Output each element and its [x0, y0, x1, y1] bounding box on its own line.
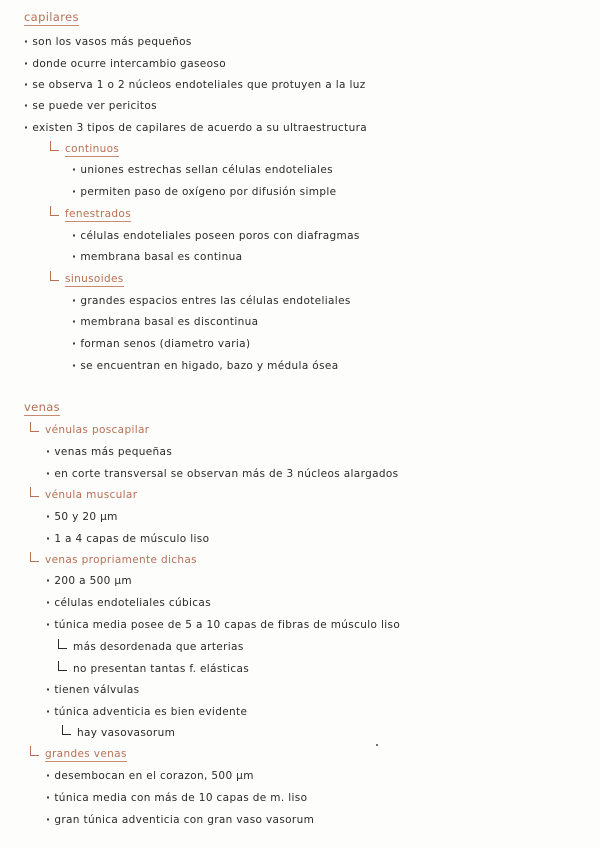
grandes-venas-subheading — [30, 746, 127, 761]
sinusoides-subheading — [50, 271, 124, 286]
branch-icon — [62, 725, 71, 735]
venulas-poscapilar-subheading — [30, 422, 149, 437]
venas-propiamente-dichas-point: · túnica media posee de 5 a 10 capas de fibras de músculo liso — [46, 618, 400, 632]
tunica-media-subpoint — [58, 639, 244, 654]
branch-icon — [30, 746, 39, 756]
branch-icon — [58, 639, 67, 649]
sinusoides-point: · se encuentran en higado, bazo y médula ósea — [72, 359, 338, 373]
sinusoides-point: · membrana basal es discontinua — [72, 315, 258, 329]
branch-icon — [30, 552, 39, 562]
venas-propiamente-dichas-label: venas propriamente dichas — [45, 554, 198, 566]
continuos-point: · uniones estrechas sellan células endoteliales — [72, 163, 333, 177]
venula-muscular-subheading — [30, 487, 137, 502]
subpoint-text: no presentan tantas f. elásticas — [73, 663, 250, 675]
stray-dot — [376, 744, 378, 746]
branch-icon — [50, 141, 59, 151]
venulas-poscapilar-point: · venas más pequeñas — [46, 445, 172, 459]
venas-propiamente-dichas-point: · células endoteliales cúbicas — [46, 596, 211, 610]
venas-propiamente-dichas-subheading — [30, 552, 197, 567]
tunica-media-subpoint — [58, 661, 249, 676]
venas-heading: venas — [24, 400, 60, 414]
subpoint-text: más desordenada que arterias — [73, 641, 244, 653]
capilares-point: · son los vasos más pequeños — [24, 35, 192, 49]
grandes-venas-point: · túnica media con más de 10 capas de m. liso — [46, 791, 307, 805]
fenestrados-point: · membrana basal es continua — [72, 250, 242, 264]
venas-propiamente-dichas-point: · 200 a 500 µm — [46, 574, 132, 588]
branch-icon — [58, 661, 67, 671]
venas-propiamente-dichas-point: · tienen válvulas — [46, 683, 139, 697]
venas-propiamente-dichas-point: · túnica adventicia es bien evidente — [46, 705, 247, 719]
grandes-venas-label: grandes venas — [45, 748, 127, 760]
grandes-venas-point: · desembocan en el corazon, 500 µm — [46, 769, 254, 783]
continuos-point: · permiten paso de oxígeno por difusión simple — [72, 185, 336, 199]
fenestrados-point: · células endoteliales poseen poros con diafragmas — [72, 229, 360, 243]
capilares-point: · donde ocurre intercambio gaseoso — [24, 57, 226, 71]
capilares-heading: capilares — [24, 10, 79, 24]
branch-icon — [30, 487, 39, 497]
fenestrados-subheading — [50, 206, 131, 221]
grandes-venas-point: · gran túnica adventicia con gran vaso vasorum — [46, 813, 314, 827]
venula-muscular-point: · 50 y 20 µm — [46, 510, 118, 524]
venula-muscular-label: vénula muscular — [45, 489, 138, 501]
tunica-adventicia-subpoint — [62, 725, 175, 740]
capilares-point: · se puede ver pericitos — [24, 99, 157, 113]
sinusoides-point: · forman senos (diametro varia) — [72, 337, 250, 351]
capilares-point: · se observa 1 o 2 núcleos endoteliales que protuyen a la luz — [24, 78, 366, 92]
venulas-poscapilar-label: vénulas poscapilar — [45, 424, 150, 436]
continuos-subheading — [50, 141, 119, 156]
branch-icon — [50, 271, 59, 281]
continuos-label: continuos — [65, 143, 120, 155]
sinusoides-point: · grandes espacios entres las células endoteliales — [72, 294, 351, 308]
fenestrados-label: fenestrados — [65, 208, 132, 220]
branch-icon — [30, 422, 39, 432]
capilares-point: · existen 3 tipos de capilares de acuerdo a su ultraestructura — [24, 121, 367, 135]
subpoint-text: hay vasovasorum — [77, 727, 176, 739]
sinusoides-label: sinusoides — [65, 273, 124, 285]
venula-muscular-point: · 1 a 4 capas de músculo liso — [46, 532, 209, 546]
branch-icon — [50, 206, 59, 216]
venulas-poscapilar-point: · en corte transversal se observan más de 3 núcleos alargados — [46, 467, 398, 481]
